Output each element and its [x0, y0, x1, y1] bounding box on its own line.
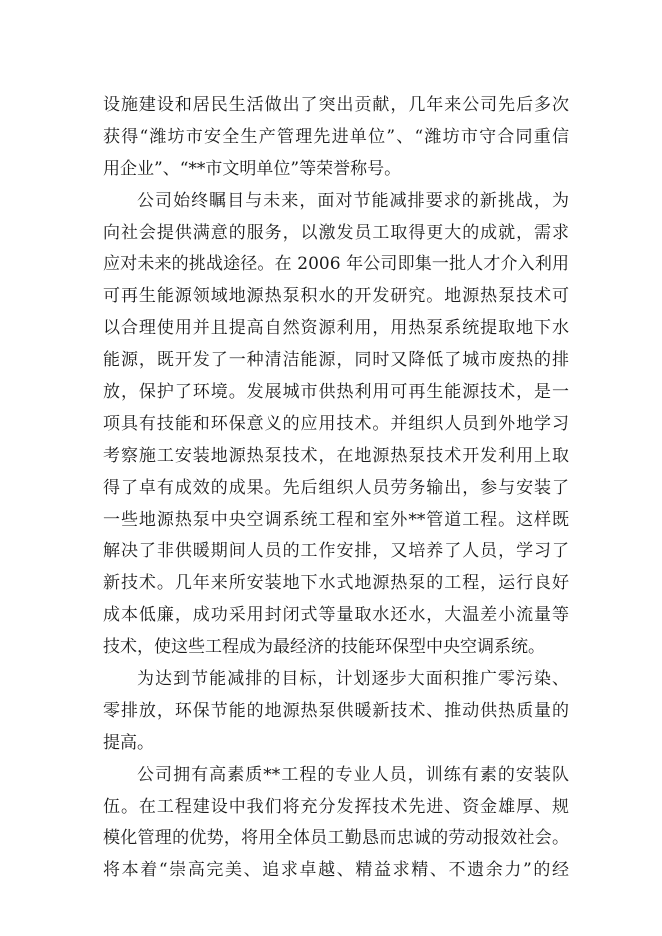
paragraph-2-line-14: 成本低廉，成功采用封闭式等量取水还水，大温差小流量等 — [103, 605, 569, 626]
paragraph-3-line-2: 零排放，环保节能的地源热泵供暖新技术、推动供热质量的 — [103, 700, 569, 721]
paragraph-4-line-1: 公司拥有高素质**工程的专业人员，训练有素的安装队 — [137, 764, 569, 785]
paragraph-2-line-8: 项具有技能和环保意义的应用技术。并组织人员到外地学习 — [103, 413, 569, 434]
paragraph-4-line-3: 模化管理的优势，将用全体员工勤恳而忠诚的劳动报效社会。 — [103, 828, 569, 849]
paragraph-1-line-3: 用企业”、“**市文明单位”等荣誉称号。 — [103, 158, 402, 179]
document-body — [103, 90, 569, 887]
paragraph-1-line-2: 获得“潍坊市安全生产管理先进单位”、“潍坊市守合同重信 — [103, 126, 569, 147]
paragraph-2-line-1: 公司始终瞩目与未来，面对节能减排要求的新挑战，为 — [137, 190, 569, 211]
paragraph-2-line-3: 应对未来的挑战途径。在 2006 年公司即集一批人才介入利用 — [103, 254, 569, 275]
paragraph-2-line-7: 放，保护了环境。发展城市供热利用可再生能源技术，是一 — [103, 382, 569, 403]
paragraph-3-line-3: 提高。 — [103, 732, 154, 753]
paragraph-2-line-6: 能源，既开发了一种清洁能源，同时又降低了城市废热的排 — [103, 350, 569, 371]
paragraph-2-line-11: 一些地源热泵中央空调系统工程和室外**管道工程。这样既 — [103, 509, 569, 530]
paragraph-2-line-10: 得了卓有成效的成果。先后组织人员劳务输出，参与安装了 — [103, 477, 569, 498]
paragraph-4-line-4: 将本着“崇高完美、追求卓越、精益求精、不遗余力”的经 — [103, 860, 569, 881]
paragraph-4-line-2: 伍。在工程建设中我们将充分发挥技术先进、资金雄厚、规 — [103, 796, 569, 817]
paragraph-2-line-15: 技术，使这些工程成为最经济的技能环保型中央空调系统。 — [103, 637, 545, 658]
paragraph-2-line-4: 可再生能源领域地源热泵积水的开发研究。地源热泵技术可 — [103, 286, 569, 307]
paragraph-3-line-1: 为达到节能减排的目标，计划逐步大面积推广零污染、 — [137, 669, 569, 690]
paragraph-1-line-1: 设施建设和居民生活做出了突出贡献，几年来公司先后多次 — [103, 95, 569, 115]
paragraph-2-line-5: 以合理使用并且提高自然资源利用，用热泵系统提取地下水 — [103, 318, 569, 339]
paragraph-2-line-12: 解决了非供暖期间人员的工作安排，又培养了人员，学习了 — [103, 541, 569, 562]
paragraph-2-line-2: 向社会提供满意的服务，以激发员工取得更大的成就，需求 — [103, 222, 569, 243]
paragraph-2-line-9: 考察施工安装地源热泵技术，在地源热泵技术开发利用上取 — [103, 445, 569, 466]
paragraph-2-line-13: 新技术。几年来所安装地下水式地源热泵的工程，运行良好 — [103, 573, 569, 594]
